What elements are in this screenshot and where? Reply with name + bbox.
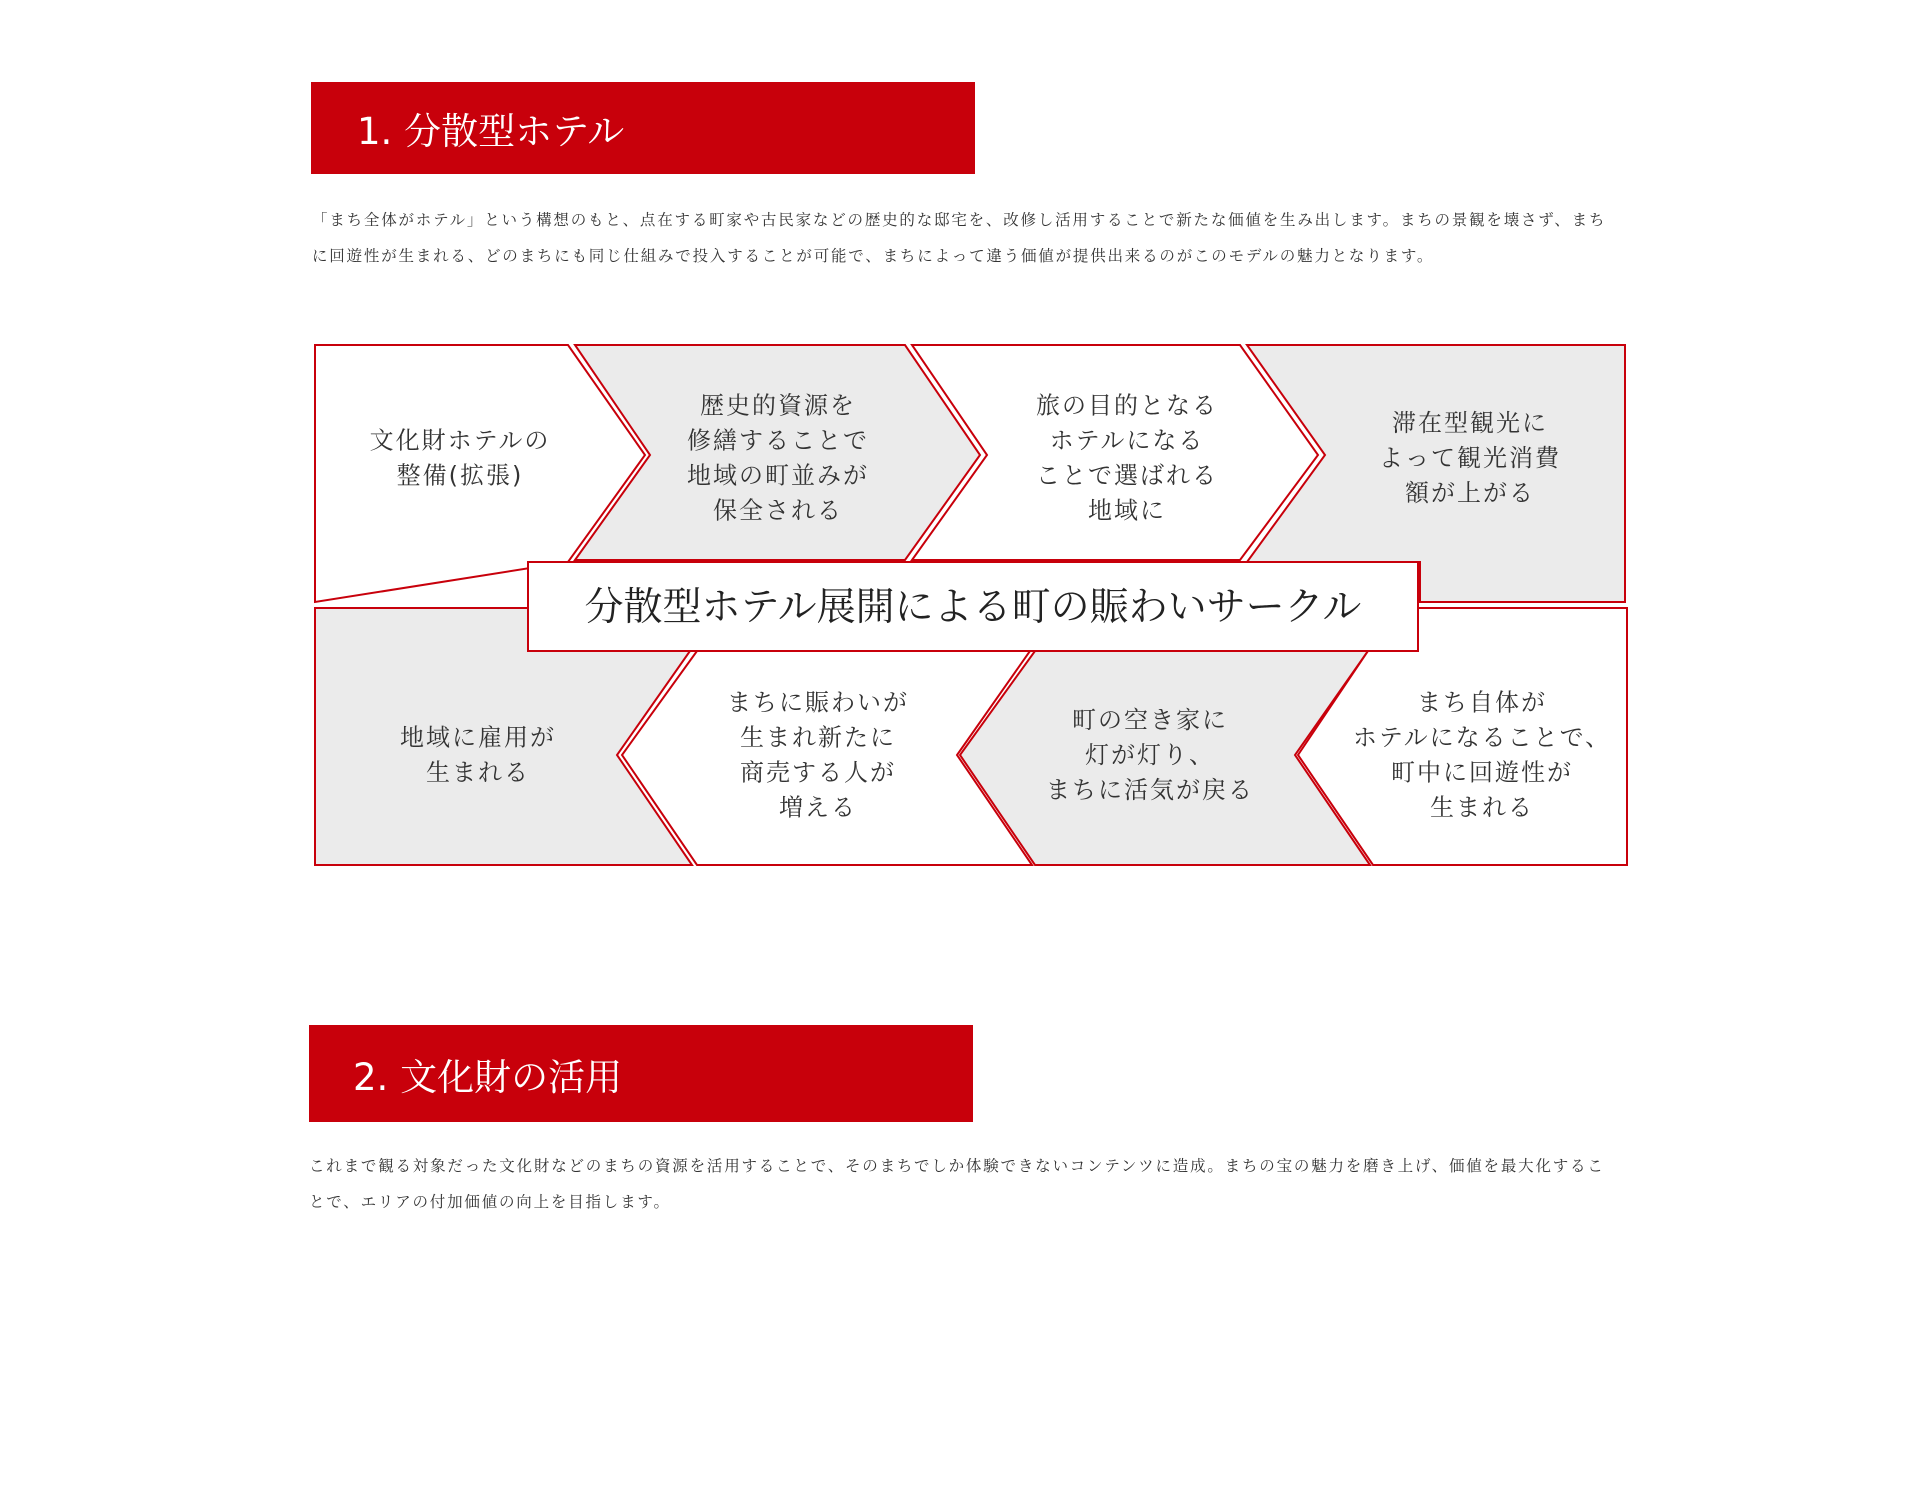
top-step-3-text-line-3: ことで選ばれる bbox=[1036, 461, 1218, 490]
bottom-step-1-text-line-2: 生まれる bbox=[426, 758, 530, 787]
section-2-title-text: 2. 文化財の活用 bbox=[353, 1055, 623, 1099]
bottom-step-3-text-line-2: 灯が灯り、 bbox=[1085, 741, 1215, 769]
top-step-4-text-line-3: 額が上がる bbox=[1405, 479, 1535, 507]
center-title: 分散型ホテル展開による町の賑わいサークル bbox=[584, 585, 1362, 630]
top-step-2-text-line-2: 修繕することで bbox=[687, 426, 869, 455]
bottom-step-2-text-line-4: 増える bbox=[779, 793, 857, 822]
bottom-step-4-text-line-2: ホテルになることで、 bbox=[1352, 723, 1612, 752]
bottom-step-3-text-line-3: まちに活気が戻る bbox=[1046, 776, 1254, 804]
center-title-box bbox=[528, 562, 1418, 651]
bottom-step-4-text-line-1: まち自体が bbox=[1417, 688, 1547, 717]
section-1-description: 「まち全体がホテル」という構想のもと、点在する町家や古民家などの歴史的な邸宅を、改修し活用することで新たな価値を生み出します。まちの景観を壊さず、まちに回遊性が生まれる、どのまちにも同じ仕組みで投入することが可能で、まちによって違う価値が提供出来るのがこのモデルの魅力となります。 bbox=[312, 211, 1607, 265]
bottom-step-3-text-line-1: 町の空き家に bbox=[1072, 706, 1228, 734]
section-1-title-text: 1. 分散型ホテル bbox=[357, 110, 625, 153]
bottom-step-2-text-line-3: 商売する人が bbox=[740, 758, 896, 787]
top-step-4-text-line-1: 滞在型観光に bbox=[1392, 409, 1548, 437]
bottom-step-1-text-line-1: 地域に雇用が bbox=[400, 723, 556, 752]
top-step-4-text-line-2: よって観光消費 bbox=[1379, 444, 1561, 472]
top-step-3-text-line-2: ホテルになる bbox=[1049, 426, 1205, 455]
top-step-3-text-line-1: 旅の目的となる bbox=[1036, 391, 1218, 420]
bottom-step-4-text-line-4: 生まれる bbox=[1430, 793, 1534, 822]
top-step-1-text-line-1: 文化財ホテルの bbox=[369, 426, 551, 455]
top-step-2-text-line-4: 保全される bbox=[713, 496, 843, 525]
section-2-title bbox=[309, 1025, 973, 1122]
bottom-step-2-text-line-1: まちに賑わいが bbox=[727, 688, 909, 717]
bottom-step-4-text-line-3: 町中に回遊性が bbox=[1391, 758, 1573, 787]
top-step-2-text-line-1: 歴史的資源を bbox=[700, 391, 856, 420]
top-step-2-text-line-3: 地域の町並みが bbox=[687, 461, 869, 490]
bottom-step-2-text-line-2: 生まれ新たに bbox=[740, 723, 896, 752]
section-2-description: これまで観る対象だった文化財などのまちの資源を活用することで、そのまちでしか体験できないコンテンツに造成。まちの宝の魅力を磨き上げ、価値を最大化することで、エリアの付加価値の向上を目指します。 bbox=[309, 1157, 1605, 1211]
top-step-1-text-line-2: 整備(拡張) bbox=[396, 461, 524, 490]
top-step-3-text-line-4: 地域に bbox=[1088, 496, 1166, 525]
